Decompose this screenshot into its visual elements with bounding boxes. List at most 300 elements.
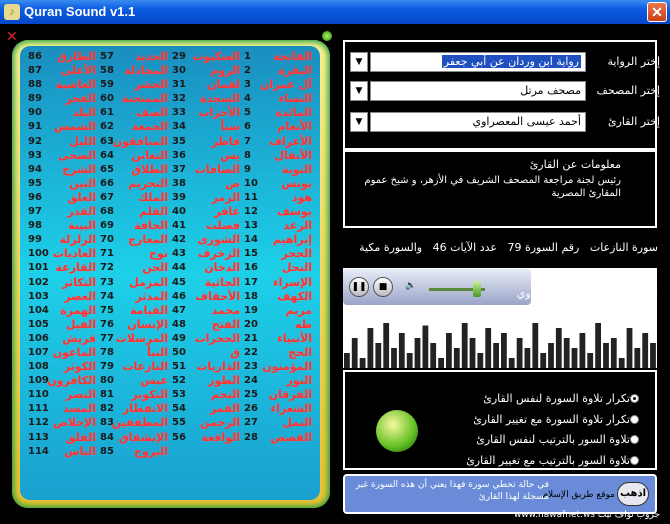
repeat-option-label[interactable]: تلاوة السور بالترتيب مع تغيير القارئ [466, 454, 630, 467]
main-area [0, 24, 670, 524]
sura-list-item[interactable] [100, 177, 168, 191]
pause-button[interactable]: ❚❚ [349, 277, 369, 297]
sura-number: 6 [244, 121, 251, 133]
sura-number: 87 [28, 65, 42, 77]
sura-list-item[interactable] [172, 50, 240, 64]
visualizer-bar [525, 348, 531, 368]
sura-list-item[interactable] [244, 304, 312, 318]
sura-name: الجمعة [131, 120, 168, 134]
sura-list-item[interactable] [172, 191, 240, 205]
sura-name: القيامة [130, 303, 168, 317]
sura-list-item[interactable] [100, 219, 168, 233]
sura-number: 11 [244, 191, 258, 203]
sura-list-item[interactable] [28, 290, 96, 304]
sura-name: الصف [136, 106, 168, 120]
sura-number: 18 [244, 290, 258, 302]
sura-name: عبس [140, 374, 168, 388]
sura-list-item[interactable] [244, 416, 312, 430]
sura-name: الشرح [62, 162, 96, 176]
sura-list-item[interactable] [28, 135, 96, 149]
sura-list-item[interactable] [172, 318, 240, 332]
sura-number: 90 [28, 107, 42, 119]
riwaya-label: إختر الرواية [607, 55, 660, 68]
visualizer-bar [352, 338, 358, 368]
sura-name: العصر [64, 289, 96, 303]
sura-list-item[interactable] [28, 332, 96, 346]
sura-name: قريش [62, 331, 96, 345]
sura-name: النجم [211, 388, 240, 402]
visualizer-bar [587, 353, 593, 368]
sura-number: 95 [28, 177, 42, 189]
corner-x-icon[interactable]: ✕ [6, 29, 18, 45]
sura-number: 50 [172, 346, 186, 358]
sura-number: 76 [100, 318, 114, 330]
sura-list-item[interactable] [244, 290, 312, 304]
sura-list-item[interactable] [172, 219, 240, 233]
repeat-option-label[interactable]: تكرار تلاوة السورة مع تغيير القارئ [473, 413, 630, 426]
sura-list-item[interactable] [100, 64, 168, 78]
visualizer-bar [642, 333, 648, 368]
sura-list-item[interactable] [100, 149, 168, 163]
sura-list-item[interactable] [28, 445, 96, 459]
sura-list-item[interactable] [100, 374, 168, 388]
sura-name: نوح [149, 247, 168, 261]
sura-number: 85 [100, 445, 114, 457]
sura-number: 93 [28, 149, 42, 161]
sura-number: 34 [172, 121, 186, 133]
sura-list-item[interactable] [100, 135, 168, 149]
sura-number: 13 [244, 220, 258, 232]
sura-name: المجادلة [124, 64, 168, 78]
sura-list-item[interactable] [172, 431, 240, 445]
sura-list-item[interactable] [28, 431, 96, 445]
sura-number: 100 [28, 248, 49, 260]
sura-list-item[interactable] [172, 106, 240, 120]
sura-list-item[interactable] [244, 78, 312, 92]
sura-list-item[interactable] [28, 78, 96, 92]
sura-number: 61 [100, 107, 114, 119]
sura-name: الأحزاب [198, 106, 240, 120]
sura-number: 88 [28, 79, 42, 91]
visualizer-bar [446, 333, 452, 368]
sura-list-item[interactable] [172, 402, 240, 416]
close-button[interactable]: ✕ [647, 2, 667, 22]
sura-number: 54 [172, 403, 186, 415]
sura-name: الجن [142, 261, 168, 275]
sura-list-item[interactable] [172, 360, 240, 374]
sura-list-item[interactable] [244, 149, 312, 163]
sura-number: 72 [100, 262, 114, 274]
sura-list-item[interactable] [172, 163, 240, 177]
sura-list-item[interactable] [172, 149, 240, 163]
sura-name: لقمان [207, 78, 240, 92]
sura-list-item[interactable] [244, 431, 312, 445]
sura-name: الغاشية [55, 78, 96, 92]
sura-number: 109 [28, 375, 49, 387]
visualizer-bar [415, 338, 421, 368]
sura-list-item[interactable] [172, 388, 240, 402]
site-link-label[interactable]: موقع طريق الإسلام [542, 490, 615, 500]
sura-list-item[interactable] [244, 120, 312, 134]
sura-name: الأعراف [269, 134, 312, 148]
sura-name: التين [69, 176, 96, 190]
repeat-option-label[interactable]: تلاوة السور بالترتيب لنفس القارئ [476, 433, 630, 446]
sura-number: 23 [244, 361, 258, 373]
sura-number: 7 [244, 135, 251, 147]
sura-number: 80 [100, 375, 114, 387]
sura-list-item[interactable] [100, 431, 168, 445]
sura-number: 25 [244, 389, 258, 401]
sura-list-item[interactable] [28, 416, 96, 430]
audio-visualizer [343, 318, 657, 368]
stop-button[interactable]: ■ [373, 277, 393, 297]
sura-number: 97 [28, 206, 42, 218]
sura-list-item[interactable] [28, 219, 96, 233]
sura-name: الصافات [194, 162, 240, 176]
go-button[interactable]: اذهب [617, 482, 649, 506]
sura-list-item[interactable] [28, 374, 96, 388]
sura-number: 40 [172, 206, 186, 218]
sura-name: التغابن [131, 148, 168, 162]
sura-name: الأحقاف [195, 289, 240, 303]
sura-list-item[interactable] [244, 247, 312, 261]
sura-number: 42 [172, 234, 186, 246]
sura-list-item[interactable] [172, 261, 240, 275]
repeat-option-radio[interactable] [630, 435, 639, 444]
sura-name: الأنعام [277, 120, 312, 134]
sura-list-item[interactable] [100, 416, 168, 430]
sura-list-item[interactable] [100, 290, 168, 304]
sura-name: المطففين [111, 416, 168, 430]
sura-number: 45 [172, 276, 186, 288]
sura-name: المؤمنون [262, 360, 312, 374]
sura-list-item[interactable] [172, 205, 240, 219]
sura-list-item[interactable] [100, 261, 168, 275]
sura-list-item[interactable] [172, 346, 240, 360]
sura-number: 27 [244, 417, 258, 429]
sura-list-item[interactable] [244, 163, 312, 177]
visualizer-bar [548, 343, 554, 368]
sura-list-item[interactable] [172, 416, 240, 430]
sura-number: 67 [100, 191, 114, 203]
visualizer-bar [438, 358, 444, 368]
sura-number: 46 [172, 290, 186, 302]
dropdown-arrow-icon[interactable]: ▼ [350, 112, 368, 132]
sura-number: 105 [28, 318, 49, 330]
sura-number: 99 [28, 234, 42, 246]
sura-name: الدخان [204, 261, 240, 275]
sura-name: الإنشقاق [118, 430, 168, 444]
sura-name: الأعلى [60, 64, 96, 78]
sura-number: 39 [172, 191, 186, 203]
visualizer-bar [501, 333, 507, 368]
reciter-label: إختر القارئ [608, 115, 660, 128]
sura-number: 1 [244, 51, 251, 62]
sura-name: الكافرون [47, 374, 96, 388]
sura-number: 52 [172, 375, 186, 387]
sura-name: السجدة [200, 92, 240, 106]
sura-list-item[interactable] [172, 374, 240, 388]
sura-number: 5 [244, 107, 251, 119]
sura-list-item[interactable] [172, 247, 240, 261]
sura-name: طه [294, 317, 312, 331]
sura-list-item[interactable] [100, 78, 168, 92]
sura-list-item[interactable] [28, 50, 96, 64]
visualizer-bar [344, 353, 350, 368]
sura-name: محمد [211, 303, 240, 317]
sura-list-item[interactable] [100, 92, 168, 106]
sura-list-item[interactable] [172, 120, 240, 134]
sura-name: الشورى [197, 233, 240, 247]
sura-name: الرعد [283, 219, 312, 233]
sura-number: 48 [172, 318, 186, 330]
sura-number: 53 [172, 389, 186, 401]
sura-name: الماعون [52, 345, 96, 359]
sura-name: الذاريات [196, 360, 240, 374]
dropdown-arrow-icon[interactable]: ▼ [350, 52, 368, 72]
sura-list-item[interactable] [172, 290, 240, 304]
sura-list-item[interactable] [28, 120, 96, 134]
sura-list-item[interactable] [28, 402, 96, 416]
sura-name: يس [220, 148, 240, 162]
sura-number: 64 [100, 149, 114, 161]
sura-name: الفاتحة [273, 50, 312, 63]
sura-number: 9 [244, 163, 251, 175]
sura-number: 51 [172, 361, 186, 373]
sura-list-item[interactable] [172, 135, 240, 149]
quran-icon [376, 410, 418, 452]
window-title: Quran Sound v1.1 [24, 4, 136, 19]
sura-number: 104 [28, 304, 49, 316]
sura-list-item[interactable] [172, 233, 240, 247]
visualizer-bar [399, 333, 405, 368]
sura-number: 10 [244, 177, 258, 189]
reciter-info-panel [343, 150, 657, 228]
reciter-select[interactable] [350, 112, 586, 132]
sura-list-item[interactable] [244, 64, 312, 78]
sura-list-item[interactable] [100, 120, 168, 134]
sura-name: الحجر [281, 247, 312, 261]
sura-number: 8 [244, 149, 251, 161]
sura-list-item[interactable] [28, 92, 96, 106]
repeat-option-radio[interactable] [630, 394, 639, 403]
sura-list-item[interactable] [100, 191, 168, 205]
sura-name: الأنبياء [277, 331, 312, 345]
sura-list-item[interactable] [28, 191, 96, 205]
visualizer-bar [470, 338, 476, 368]
sura-number: 110 [28, 389, 49, 401]
sura-list-item[interactable] [244, 360, 312, 374]
sura-list-item[interactable] [244, 92, 312, 106]
sura-number: 20 [244, 318, 258, 330]
sura-name: الليل [69, 134, 96, 148]
sura-list-item[interactable] [244, 276, 312, 290]
sura-name: غافر [214, 205, 240, 219]
sura-list-item[interactable] [244, 50, 312, 64]
sura-list-item[interactable] [100, 106, 168, 120]
visualizer-bar [580, 333, 586, 368]
sura-list-item[interactable] [100, 163, 168, 177]
sura-list-item[interactable] [172, 92, 240, 106]
sura-list-item[interactable] [100, 332, 168, 346]
sura-list-item[interactable] [244, 219, 312, 233]
riwaya-select[interactable] [350, 52, 586, 72]
sura-name: التكاثر [62, 275, 96, 289]
sura-list-item[interactable] [100, 205, 168, 219]
visualizer-bar [540, 353, 546, 368]
sura-list-item[interactable] [244, 205, 312, 219]
sura-number: 113 [28, 431, 49, 443]
visualizer-bar [423, 326, 429, 369]
sura-list-item[interactable] [172, 304, 240, 318]
sura-name: الممتحنة [121, 92, 168, 106]
dropdown-arrow-icon[interactable]: ▼ [350, 81, 368, 101]
visualizer-bar [462, 323, 468, 368]
sura-number: 83 [100, 417, 114, 429]
sura-list-item[interactable] [28, 163, 96, 177]
sura-list-item[interactable] [28, 64, 96, 78]
repeat-option-label[interactable]: تكرار تلاوة السورة لنفس القارئ [483, 392, 630, 405]
sura-number: 15 [244, 248, 258, 260]
sura-list-item[interactable] [100, 402, 168, 416]
visualizer-bar [485, 328, 491, 368]
sura-list-item[interactable] [28, 318, 96, 332]
sura-list-item[interactable] [28, 304, 96, 318]
sura-list-item[interactable] [100, 233, 168, 247]
sura-name: العلق [67, 190, 96, 204]
sura-name: المدثر [135, 289, 168, 303]
sura-name: الطارق [57, 50, 96, 63]
sura-name: الانفطار [122, 402, 168, 416]
repeat-option-radio[interactable] [630, 456, 639, 465]
visualizer-bar [368, 328, 374, 368]
sura-list-item[interactable] [244, 318, 312, 332]
sura-list-item[interactable] [28, 205, 96, 219]
sura-list-item[interactable] [244, 135, 312, 149]
sura-name: الحديد [135, 50, 168, 63]
title-bar [0, 0, 670, 24]
sura-number: 44 [172, 262, 186, 274]
sura-list-item[interactable] [244, 346, 312, 360]
sura-list-item[interactable] [244, 261, 312, 275]
sura-list-item[interactable] [100, 50, 168, 64]
sura-list-item[interactable] [244, 191, 312, 205]
sura-list-item[interactable] [172, 177, 240, 191]
sura-number: 29 [172, 51, 186, 62]
sura-name: الشمس [53, 120, 96, 134]
sura-name: القصص [270, 430, 312, 444]
sura-list-item[interactable] [28, 360, 96, 374]
reciter-select-value[interactable]: أحمد عيسى المعصراوي [370, 112, 586, 132]
sura-number: 108 [28, 361, 49, 373]
sura-list-item[interactable] [244, 332, 312, 346]
sura-list-item[interactable] [100, 445, 168, 459]
sura-list-item[interactable] [28, 276, 96, 290]
sura-name: النساء [278, 92, 312, 106]
sura-number: 79 [100, 361, 114, 373]
sura-list-item[interactable] [100, 388, 168, 402]
sura-list-item[interactable] [28, 247, 96, 261]
sura-list-item[interactable] [28, 346, 96, 360]
visualizer-bar [595, 323, 601, 368]
sura-list-item[interactable] [172, 78, 240, 92]
sura-list-item[interactable] [100, 360, 168, 374]
sura-list-item[interactable] [28, 177, 96, 191]
sura-list-item[interactable] [28, 106, 96, 120]
sura-name: النبأ [146, 345, 168, 359]
sura-number: 55 [172, 417, 186, 429]
sura-number: 60 [100, 93, 114, 105]
sura-name: البينة [67, 219, 96, 233]
sura-list-item[interactable] [28, 261, 96, 275]
sura-name: المزمل [129, 275, 168, 289]
sura-name: المرسلات [115, 331, 168, 345]
sura-list-item[interactable] [244, 388, 312, 402]
sura-name: الرحمن [200, 416, 240, 430]
sura-name: التوبة [281, 162, 312, 176]
sura-name: الجاثية [204, 275, 240, 289]
sura-list-item[interactable] [244, 402, 312, 416]
riwaya-select-value[interactable]: رواية ابن وردان عن أبي جعفر [370, 52, 586, 72]
sura-number: 73 [100, 276, 114, 288]
sura-list-item[interactable] [244, 177, 312, 191]
sura-list-item[interactable] [100, 304, 168, 318]
sura-list-item[interactable] [100, 346, 168, 360]
sura-number: 101 [28, 262, 49, 274]
sura-name: القدر [67, 205, 96, 219]
mushaf-select[interactable] [350, 81, 586, 101]
sura-number: 70 [100, 234, 114, 246]
sura-list-item[interactable] [244, 374, 312, 388]
sura-list-item[interactable] [172, 332, 240, 346]
visualizer-bar [634, 348, 640, 368]
repeat-option-radio[interactable] [630, 415, 639, 424]
sura-list-item[interactable] [100, 276, 168, 290]
sura-number: 26 [244, 403, 258, 415]
sura-list-item[interactable] [244, 106, 312, 120]
sura-list-item[interactable] [28, 388, 96, 402]
sura-name: إبراهيم [272, 233, 312, 247]
sura-name: الطور [208, 374, 240, 388]
sura-list-item[interactable] [100, 318, 168, 332]
sura-number: 21 [244, 332, 258, 344]
mushaf-select-value[interactable]: مصحف مرتل [370, 81, 586, 101]
sura-number: 14 [244, 234, 258, 246]
sura-number: 96 [28, 191, 42, 203]
sura-list-item[interactable] [172, 276, 240, 290]
sura-name: الطلاق [131, 162, 168, 176]
sura-list-item[interactable] [244, 233, 312, 247]
sura-name: العنكبوت [192, 50, 240, 63]
sura-number: 66 [100, 177, 114, 189]
sura-list-item[interactable] [100, 247, 168, 261]
visualizer-bar [477, 353, 483, 368]
sura-name: الفجر [65, 92, 96, 106]
sura-number: 71 [100, 248, 114, 260]
sura-name: الفلق [65, 430, 96, 444]
sura-list-item[interactable] [28, 233, 96, 247]
sura-name: ق [230, 345, 240, 359]
visualizer-bar [611, 338, 617, 368]
visualizer-bar [407, 353, 413, 368]
sura-number: 28 [244, 431, 258, 443]
volume-icon[interactable]: 🔈 [405, 281, 417, 291]
sura-name: الناس [64, 444, 96, 458]
sura-number: 33 [172, 107, 186, 119]
visualizer-bar [391, 348, 397, 368]
sura-list-item[interactable] [28, 149, 96, 163]
sura-list-item[interactable] [172, 64, 240, 78]
